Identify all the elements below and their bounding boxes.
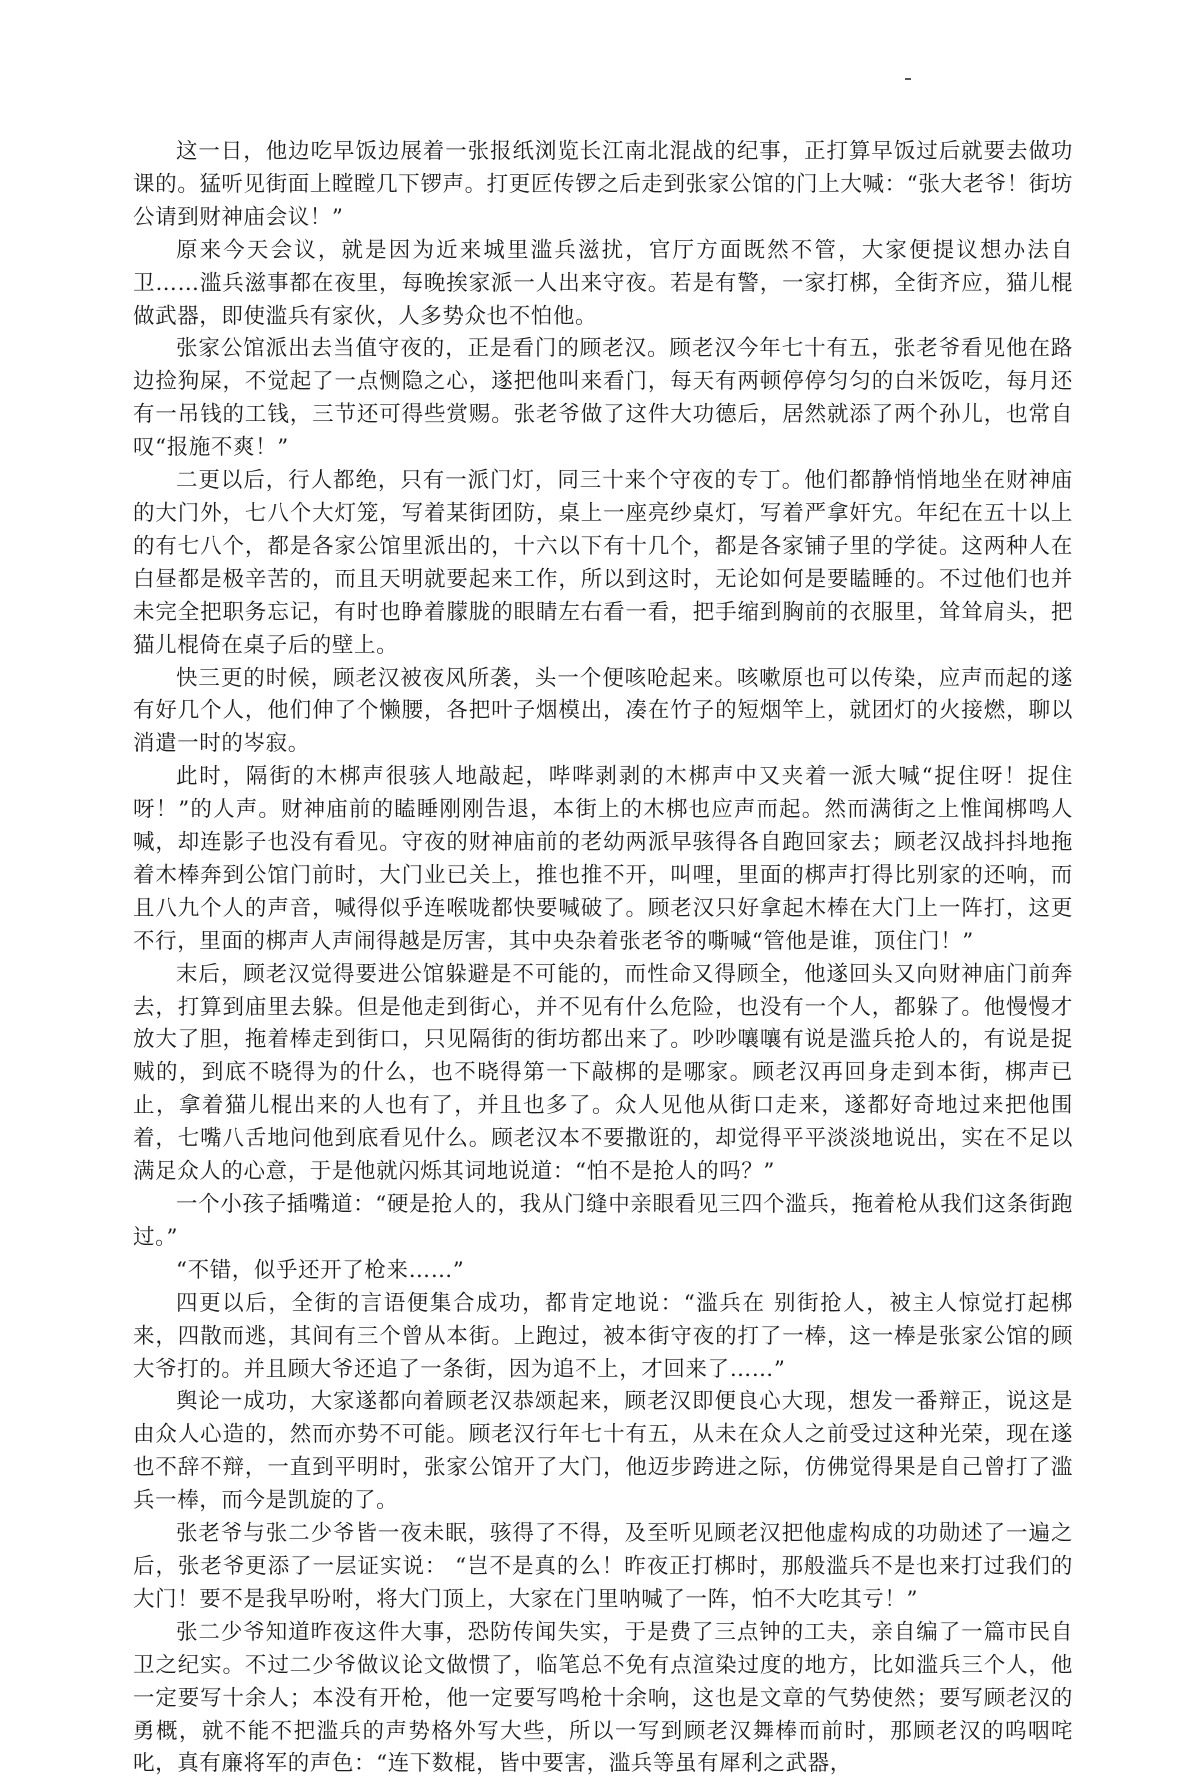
paragraph-13: 张二少爷知道昨夜这件大事，恐防传闻失实，于是费了三点钟的工夫，亲自编了一篇市民自卫之纪实。不过二少爷做议论文做惯了，临笔总不免有点渲染过度的地方，比如滥兵三个人，他一定要写十余人；本没有开枪，他一定要写鸣枪十余响，这也是文章的气势使然；要写顾老汉的勇概，就不能不把滥兵的声势格外写大些，所以一写到顾老汉舞棒而前时，那顾老汉的呜咽咤叱，真有廉将军的声色：“连下数棍，皆中要害，滥兵等虽有犀利之武器，	[133, 1619, 1073, 1777]
paragraph-5: 快三更的时候，顾老汉被夜风所袭，头一个便咳呛起来。咳嗽原也可以传染，应声而起的遂有好几个人，他们伸了个懒腰，各把叶子烟模出，凑在竹子的短烟竿上，就团灯的火接燃，聊以消遣一时的岑寂。	[133, 665, 1073, 757]
paragraph-7: 末后，顾老汉觉得要进公馆躲避是不可能的，而性命又得顾全，他遂回头又向财神庙门前奔去，打算到庙里去躲。但是他走到街心，并不见有什么危险，也没有一个人，都躲了。他慢慢才放大了胆，拖着棒走到街口，只见隔街的街坊都出来了。吵吵嚷嚷有说是滥兵抢人的，有说是捉贼的，到底不晓得为的什么，也不晓得第一下敲梆的是哪家。顾老汉再回身走到本街，梆声已止，拿着猫儿棍出来的人也有了，并且也多了。众人见他从街口走来，遂都好奇地过来把他围着，七嘴八舌地问他到底看见什么。顾老汉本不要撒诳的，却觉得平平淡淡地说出，实在不足以满足众人的心意，于是他就闪烁其词地说道：“怕不是抢人的吗？”	[133, 961, 1073, 1185]
document-body	[133, 136, 1073, 1781]
scan-mark	[905, 78, 911, 80]
paragraph-6: 此时，隔街的木梆声很骇人地敲起，哔哔剥剥的木梆声中又夹着一派大喊“捉住呀！捉住呀！”的人声。财神庙前的瞌睡刚刚告退，本街上的木梆也应声而起。然而满街之上惟闻梆鸣人喊，却连影子也没有看见。守夜的财神庙前的老幼两派早骇得各自跑回家去；顾老汉战抖抖地拖着木棒奔到公馆门前时，大门业已关上，推也推不开，叫哩，里面的梆声打得比别家的还响，而且八九个人的声音，喊得似乎连喉咙都快要喊破了。顾老汉只好拿起木棒在大门上一阵打，这更不行，里面的梆声人声闹得越是厉害，其中央杂着张老爷的嘶喊“管他是谁，顶住门！”	[133, 764, 1073, 954]
paragraph-12: 张老爷与张二少爷皆一夜未眠，骇得了不得，及至听见顾老汉把他虚构成的功勋述了一遍之后，张老爷更添了一层证实说： “岂不是真的么！昨夜正打梆时，那般滥兵不是也来打过我们的大门！要不是我早吩咐，将大门顶上，大家在门里呐喊了一阵，怕不大吃其亏！”	[133, 1521, 1073, 1612]
paragraph-4: 二更以后，行人都绝，只有一派门灯，同三十来个守夜的专丁。他们都静悄悄地坐在财神庙的大门外，七八个大灯笼，写着某街团防，桌上一座亮纱桌灯，写着严拿奸宄。年纪在五十以上的有七八个，都是各家公馆里派出的，十六以下有十几个，都是各家铺子里的学徒。这两种人在白昼都是极辛苦的，而且天明就要起来工作，所以到这时，无论如何是要瞌睡的。不过他们也并未完全把职务忘记，有时也睁着朦胧的眼睛左右看一看，把手缩到胸前的衣服里，耸耸肩头，把猫儿棍倚在桌子后的壁上。	[133, 468, 1073, 658]
paragraph-2: 原来今天会议，就是因为近来城里滥兵滋扰，官厅方面既然不管，大家便提议想办法自卫……滥兵滋事都在夜里，每晚挨家派一人出来守夜。若是有警，一家打梆，全街齐应，猫儿棍做武器，即使滥兵有家伙，人多势众也不怕他。	[133, 237, 1073, 329]
paragraph-8: 一个小孩子插嘴道：“硬是抢人的，我从门缝中亲眼看见三四个滥兵，拖着枪从我们这条街跑过。”	[133, 1192, 1073, 1250]
paragraph-11: 舆论一成功，大家遂都向着顾老汉恭颂起来，顾老汉即便良心大现，想发一番辩正，说这是由众人心造的，然而亦势不可能。顾老汉行年七十有五，从未在众人之前受过这种光荣，现在遂也不辞不辩，一直到平明时，张家公馆开了大门，他迈步跨进之际，仿佛觉得果是自己曾打了滥兵一棒，而今是凯旋的了。	[133, 1389, 1073, 1514]
paragraph-1: 这一日，他边吃早饭边展着一张报纸浏览长江南北混战的纪事，正打算早饭过后就要去做功课的。猛听见街面上瞠瞠几下锣声。打更匠传锣之后走到张家公馆的门上大喊：“张大老爷！街坊公请到财神庙会议！”	[133, 139, 1073, 230]
paragraph-3: 张家公馆派出去当值守夜的，正是看门的顾老汉。顾老汉今年七十有五，张老爷看见他在路边捡狗屎，不觉起了一点恻隐之心，遂把他叫来看门，每天有两顿停停匀匀的白米饭吃，每月还有一吊钱的工钱，三节还可得些赏赐。张老爷做了这件大功德后，居然就添了两个孙儿，也常自叹“报施不爽！”	[133, 336, 1073, 461]
paragraph-9: “不错，似乎还开了枪来……”	[176, 1257, 465, 1283]
paragraph-10: 四更以后，全街的言语便集合成功，都肯定地说：“滥兵在 别街抢人，被主人惊觉打起梆来，四散而逃，其间有三个曾从本街。上跑过，被本街守夜的打了一棒，这一棒是张家公馆的顾大爷打的。并且顾大爷还追了一条街，因为追不上，才回来了……”	[133, 1290, 1073, 1382]
